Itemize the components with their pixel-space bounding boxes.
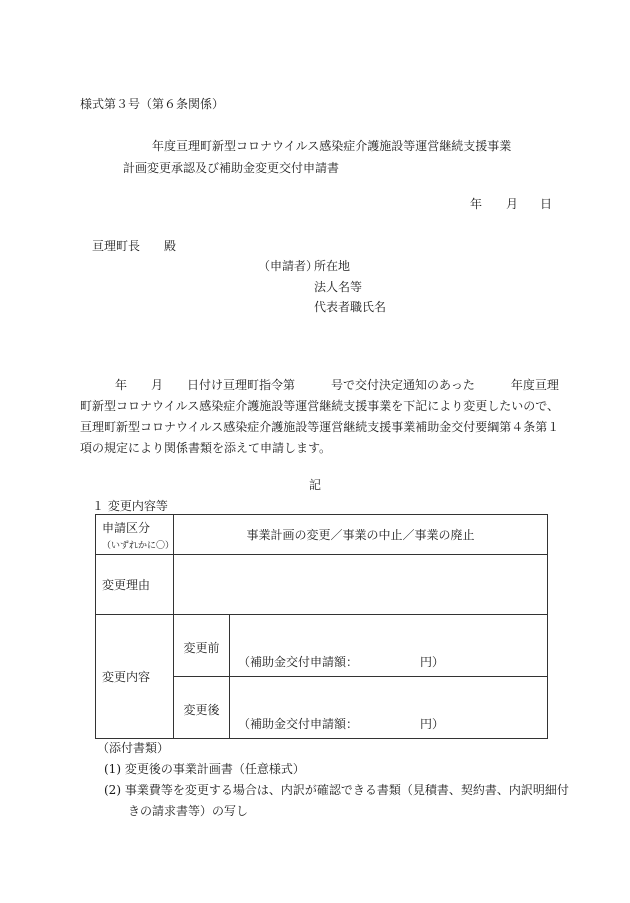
attachment-item-1: (1) 変更後の事業計画書（任意様式） (104, 762, 305, 776)
title-line-1: 年度亘理町新型コロナウイルス感染症介護施設等運営継続支援事業 (152, 139, 512, 153)
after-amount-label: （補助金交付申請額： (238, 717, 359, 731)
type-label: 申請区分 (102, 520, 151, 535)
applicant-address: 所在地 (314, 259, 351, 273)
cell-reason-label (96, 555, 174, 615)
before-amount-label: （補助金交付申請額： (238, 655, 359, 669)
body-line-1: 年 月 日付け亘理町指令第 号で交付決定通知のあった 年度亘理 (115, 378, 559, 392)
cell-before-value (230, 615, 548, 677)
addressee: 亘理町長 殿 (92, 239, 177, 253)
date-month: 月 (506, 197, 519, 211)
form-number: 様式第３号（第６条関係） (80, 97, 225, 111)
before-label: 変更前 (183, 641, 220, 655)
applicant-label: （申請者） (258, 259, 319, 273)
change-content-table (95, 514, 548, 739)
cell-before-label (174, 615, 230, 677)
type-value: 事業計画の変更／事業の中止／事業の廃止 (246, 528, 475, 542)
after-yen: 円） (420, 717, 445, 731)
reason-label: 変更理由 (102, 578, 151, 592)
cell-type-value (174, 515, 548, 555)
row-change-reason (96, 555, 548, 615)
applicant-corp-name: 法人名等 (314, 280, 363, 294)
attachments-heading: （添付書類） (97, 741, 170, 755)
cell-after-label (174, 677, 230, 739)
body-line-3: 亘理町新型コロナウイルス感染症介護施設等運営継続支援事業補助金交付要綱第４条第１ (80, 420, 560, 434)
body-line-4: 項の規定により関係書類を添えて申請します。 (80, 441, 332, 455)
before-yen: 円） (420, 655, 445, 669)
cell-type-label (96, 515, 174, 555)
date-day: 日 (540, 197, 553, 211)
title-line-2: 計画変更承認及び補助金変更交付申請書 (123, 161, 340, 175)
ki-heading: 記 (309, 478, 322, 492)
date-year: 年 (470, 197, 483, 211)
attachment-item-2-line-1: (2) 事業費等を変更する場合は、内訳が確認できる書類（見積書、契約書、内訳明細付 (104, 783, 569, 797)
row-application-type (96, 515, 548, 555)
cell-content-label (96, 615, 174, 739)
cell-reason-value (174, 555, 548, 615)
attachment-item-2-line-2: きの請求書等）の写し (128, 804, 249, 818)
type-note: （いずれかに〇） (102, 540, 175, 551)
body-line-2: 町新型コロナウイルス感染症介護施設等運営継続支援事業を下記により変更したいので、 (80, 399, 560, 413)
row-change-before (96, 615, 548, 677)
after-label: 変更後 (183, 703, 220, 717)
applicant-rep-name: 代表者職氏名 (314, 300, 387, 314)
cell-after-value (230, 677, 548, 739)
section-1-heading: １ 変更内容等 (92, 499, 168, 513)
content-label: 変更内容 (102, 670, 151, 684)
